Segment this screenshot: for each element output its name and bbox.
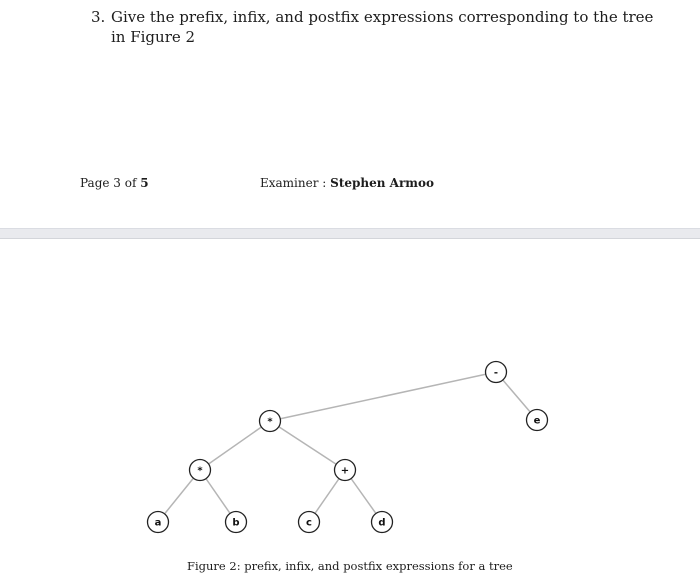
examiner	[260, 176, 434, 190]
page-number-prefix: Page 3 of	[80, 176, 137, 190]
tree-node-label: *	[267, 416, 273, 428]
tree-node-root	[486, 362, 507, 383]
tree-node-label: -	[493, 367, 499, 379]
tree-node-label: e	[533, 415, 541, 427]
tree-nodes	[148, 362, 548, 533]
examiner-label: Examiner :	[260, 176, 327, 190]
figure-caption: Figure 2: prefix, infix, and postfix expressions for a tree	[187, 559, 513, 573]
question-text-line2: in Figure 2	[111, 28, 196, 46]
question-number: 3.	[91, 8, 106, 26]
expression-tree-figure	[0, 239, 700, 580]
page-total: 5	[140, 176, 149, 190]
question-3	[91, 7, 654, 47]
tree-node-label: d	[378, 517, 386, 529]
question-text-line1: Give the prefix, infix, and postfix expressions corresponding to the tree	[111, 8, 654, 26]
tree-node-label: +	[340, 465, 350, 477]
tree-node-e	[527, 410, 548, 431]
tree-edges	[158, 372, 537, 522]
examiner-name: Stephen Armoo	[330, 176, 434, 190]
tree-node-c	[299, 512, 320, 533]
page-4-top	[0, 238, 700, 580]
tree-node-label: a	[154, 517, 162, 529]
page-number	[80, 176, 149, 190]
tree-edge-mul1-mul2	[200, 421, 270, 470]
tree-node-b	[226, 512, 247, 533]
page-3-bottom	[0, 0, 700, 229]
tree-node-mul2	[190, 460, 211, 481]
tree-node-label: c	[306, 517, 312, 529]
tree-node-plus	[335, 460, 356, 481]
tree-node-d	[372, 512, 393, 533]
tree-node-mul1	[260, 411, 281, 432]
tree-node-a	[148, 512, 169, 533]
tree-edge-mul1-plus	[270, 421, 345, 470]
tree-node-label: *	[197, 465, 203, 477]
tree-node-label: b	[232, 517, 240, 529]
tree-edge-root-mul1	[270, 372, 496, 421]
